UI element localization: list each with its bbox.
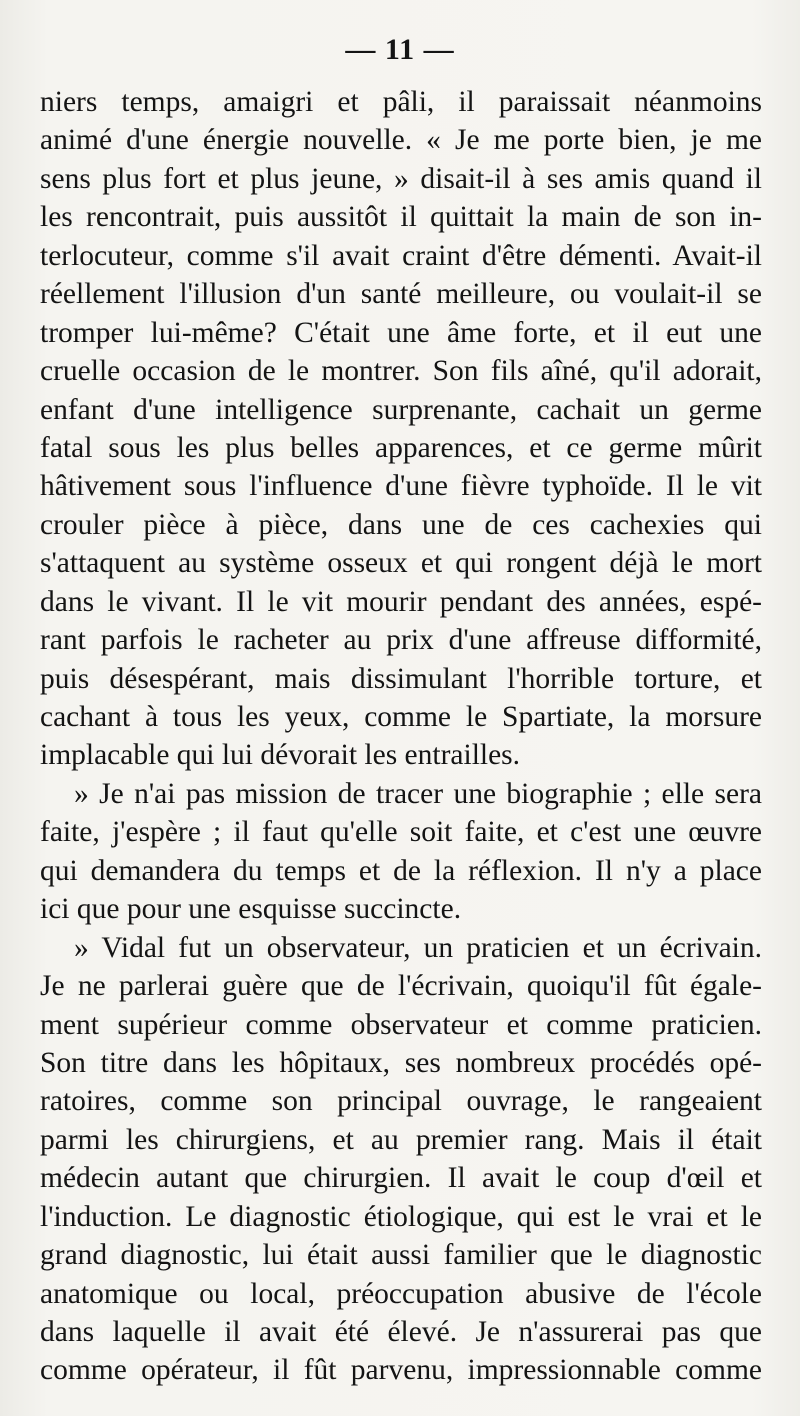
text-line: ment supérieur comme observateur et comme praticien. xyxy=(40,1008,762,1041)
text-line: sens plus fort et plus jeune, » disait-il à ses amis quand il xyxy=(40,162,762,195)
text-line: implacable qui lui dévorait les entrailles. xyxy=(40,739,521,772)
text-line: parmi les chirurgiens, et au premier rang. Mais il était xyxy=(40,1123,762,1156)
text-line: réellement l'illusion d'un santé meilleure, ou voulait-il se xyxy=(40,278,762,311)
text-line: animé d'une énergie nouvelle. « Je me porte bien, je me xyxy=(40,124,762,157)
text-line: comme opérateur, il fût parvenu, impressionnable comme xyxy=(40,1354,762,1387)
text-line: Je ne parlerai guère que de l'écrivain, quoiqu'il fût égale- xyxy=(40,970,762,1003)
text-line: ici que pour une esquisse succincte. xyxy=(40,893,462,926)
text-line: puis désespérant, mais dissimulant l'horrible torture, et xyxy=(40,662,762,695)
text-line: faite, j'espère ; il faut qu'elle soit faite, et c'est une œuvre xyxy=(40,816,762,849)
text-line: cachant à tous les yeux, comme le Spartiate, la morsure xyxy=(40,701,762,733)
text-line: les rencontrait, puis aussitôt il quittait la main de son in- xyxy=(40,201,762,234)
text-line: dans le vivant. Il le vit mourir pendant des années, espé- xyxy=(40,585,762,618)
text-line: dans laquelle il avait été élevé. Je n'assurerai pas que xyxy=(40,1316,762,1348)
text-line: l'induction. Le diagnostic étiologique, qui est le vrai et le xyxy=(40,1200,762,1233)
text-line: fatal sous les plus belles apparences, et ce germe mûrit xyxy=(40,431,762,464)
text-line: ratoires, comme son principal ouvrage, le rangeaient xyxy=(40,1085,762,1118)
text-line: enfant d'une intelligence surprenante, cachait un germe xyxy=(40,393,762,426)
text-line: grand diagnostic, lui était aussi familier que le diagnostic xyxy=(40,1239,762,1272)
text-line: s'attaquent au système osseux et qui rongent déjà le mort xyxy=(40,547,762,580)
text-line: cruelle occasion de le montrer. Son fils aîné, qu'il adorait, xyxy=(40,355,762,388)
text-line: hâtivement sous l'influence d'une fièvre typhoïde. Il le vit xyxy=(40,470,762,503)
text-line: anatomique ou local, préoccupation abusive de l'école xyxy=(40,1277,762,1310)
text-line: crouler pièce à pièce, dans une de ces cachexies qui xyxy=(40,508,762,541)
text-line: » Vidal fut un observateur, un praticien et un écrivain. xyxy=(74,931,762,964)
page-number-header: — 11 — xyxy=(345,33,455,66)
body-text xyxy=(40,83,762,1390)
text-line: tromper lui-même? C'était une âme forte, et il eut une xyxy=(40,316,762,349)
text-line: médecin autant que chirurgien. Il avait le coup d'œil et xyxy=(40,1162,762,1195)
text-line: niers temps, amaigri et pâli, il paraissait néanmoins xyxy=(40,86,762,118)
text-line: Son titre dans les hôpitaux, ses nombreux procédés opé- xyxy=(40,1046,762,1079)
text-line: » Je n'ai pas mission de tracer une biographie ; elle sera xyxy=(74,777,762,810)
text-line: qui demandera du temps et de la réflexion. Il n'y a place xyxy=(40,854,762,887)
text-line: terlocuteur, comme s'il avait craint d'être démenti. Avait-il xyxy=(40,239,762,272)
text-line: rant parfois le racheter au prix d'une affreuse difformité, xyxy=(40,624,762,657)
